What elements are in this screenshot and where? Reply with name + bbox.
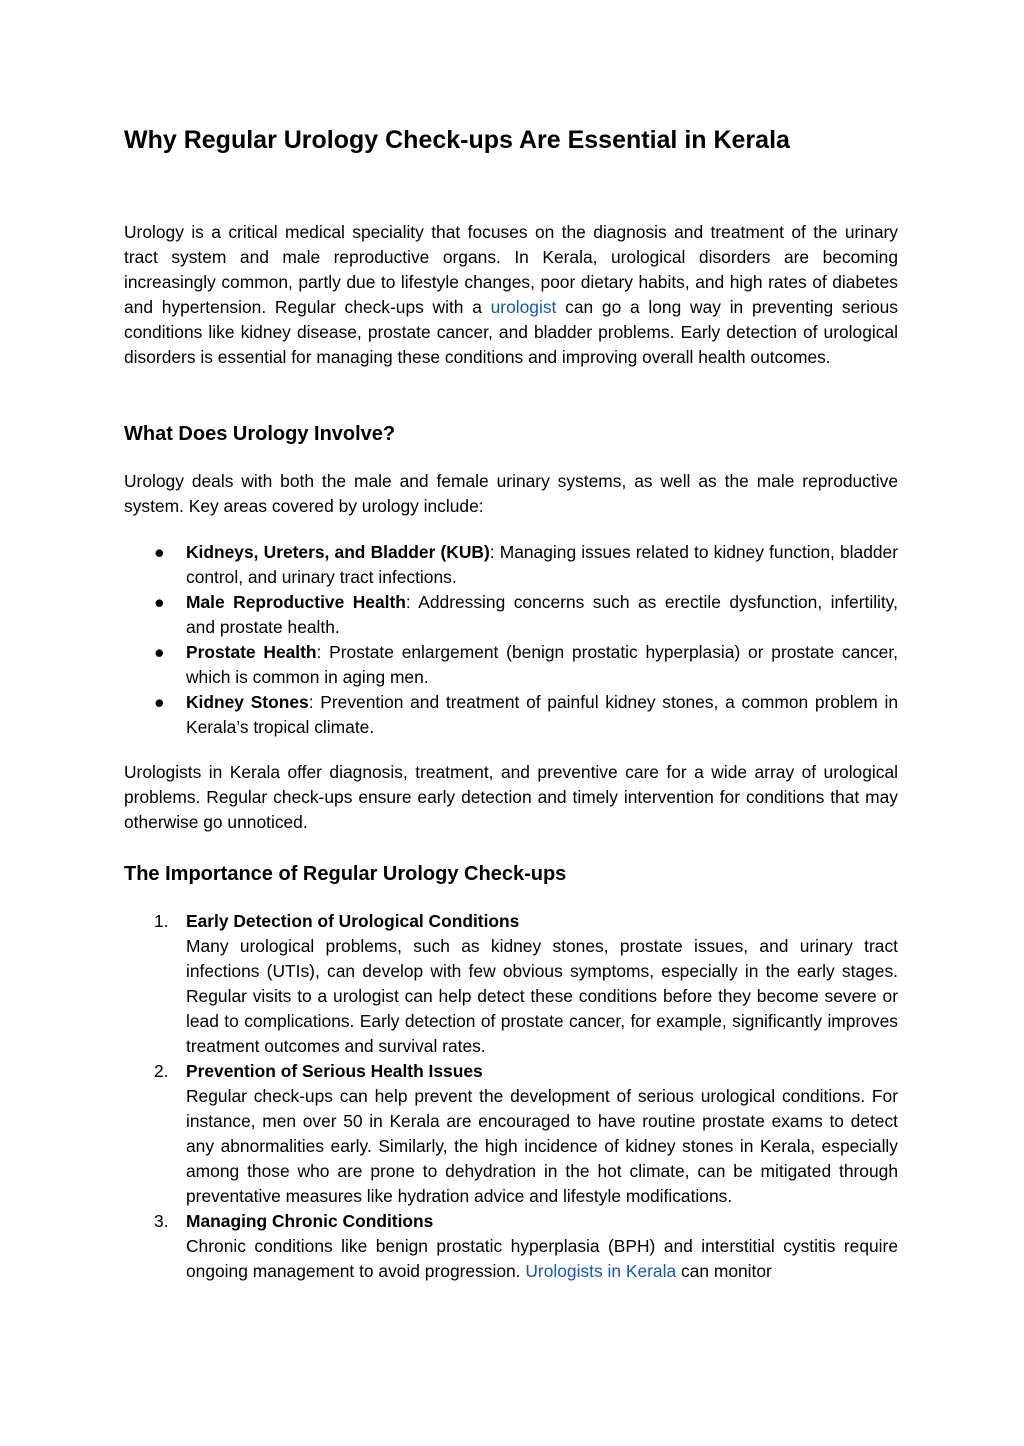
urology-areas-list bbox=[124, 540, 898, 740]
list-item-body-after-link: can monitor bbox=[676, 1261, 772, 1281]
numbered-list-item bbox=[124, 1059, 898, 1209]
numbered-list-item bbox=[124, 1209, 898, 1284]
list-item-desc: : Managing issues related to kidney function, bladder control, and urinary tract infections. bbox=[186, 542, 899, 587]
list-item-title: Managing Chronic Conditions bbox=[186, 1211, 434, 1231]
list-item-term: Prostate Health bbox=[186, 642, 317, 662]
intro-text-after-link: can go a long way in preventing serious conditions like kidney disease, prostate cancer, and bladder problems. Early detection of urological disorders is essential for managing these conditions and improving overall health outcomes. bbox=[124, 297, 898, 367]
list-item-term: Kidneys, Ureters, and Bladder (KUB) bbox=[186, 542, 490, 562]
list-item bbox=[124, 590, 898, 640]
list-item-term: Kidney Stones bbox=[186, 692, 309, 712]
list-item bbox=[124, 540, 898, 590]
intro-text-before-link: Urology is a critical medical speciality that focuses on the diagnosis and treatment of the urinary tract system and male reproductive organs. In Kerala, urological disorders are becoming increasingly common, partly due to lifestyle changes, poor dietary habits, and high rates of diabetes and hypertension. Regular check-ups with a bbox=[124, 222, 898, 317]
urologists-in-kerala-link[interactable]: Urologists in Kerala bbox=[525, 1261, 677, 1281]
bullet-icon: ● bbox=[154, 592, 165, 612]
section-heading-what-does-urology-involve: What Does Urology Involve? bbox=[124, 423, 396, 445]
list-item-title: Prevention of Serious Health Issues bbox=[186, 1061, 483, 1081]
list-item-desc: : Addressing concerns such as erectile dysfunction, infertility, and prostate health. bbox=[186, 592, 898, 637]
numbered-list-item bbox=[124, 909, 898, 1059]
list-item-desc: : Prevention and treatment of painful kidney stones, a common problem in Kerala’s tropical climate. bbox=[186, 692, 899, 737]
list-item-term: Male Reproductive Health bbox=[186, 592, 406, 612]
list-number: 3. bbox=[154, 1211, 169, 1231]
list-item bbox=[124, 690, 898, 740]
list-item-body: Many urological problems, such as kidney stones, prostate issues, and urinary tract infections (UTIs), can develop with few obvious symptoms, especially in the early stages. Regular visits to a urologist can help detect these conditions before they become severe or lead to complications. Early detection of prostate cancer, for example, significantly improves treatment outcomes and survival rates. bbox=[186, 936, 898, 1056]
section1-intro-paragraph: Urology deals with both the male and female urinary systems, as well as the male reproductive system. Key areas covered by urology include: bbox=[124, 471, 898, 516]
section1-outro-paragraph: Urologists in Kerala offer diagnosis, treatment, and preventive care for a wide array of urological problems. Regular check-ups ensure early detection and timely intervention for conditions that may otherwise go unnoticed. bbox=[124, 762, 898, 832]
importance-numbered-list bbox=[124, 909, 898, 1284]
intro-paragraph bbox=[124, 220, 898, 370]
bullet-icon: ● bbox=[154, 542, 165, 562]
list-number: 1. bbox=[154, 911, 169, 931]
page-title: Why Regular Urology Check-ups Are Essential in Kerala bbox=[124, 126, 790, 154]
urologist-link[interactable]: urologist bbox=[490, 297, 557, 317]
bullet-icon: ● bbox=[154, 692, 165, 712]
list-item-desc: : Prostate enlargement (benign prostatic hyperplasia) or prostate cancer, which is common in aging men. bbox=[186, 642, 898, 687]
bullet-icon: ● bbox=[154, 642, 165, 662]
list-item-body: Regular check-ups can help prevent the development of serious urological conditions. For instance, men over 50 in Kerala are encouraged to have routine prostate exams to detect any abnormalities early. Similarly, the high incidence of kidney stones in Kerala, especially among those who are prone to dehydration in the hot climate, can be mitigated through preventative measures like hydration advice and lifestyle modifications. bbox=[186, 1086, 898, 1206]
list-item-title: Early Detection of Urological Conditions bbox=[186, 911, 520, 931]
section-heading-importance-of-checkups: The Importance of Regular Urology Check-ups bbox=[124, 863, 567, 885]
list-number: 2. bbox=[154, 1061, 169, 1081]
list-item bbox=[124, 640, 898, 690]
list-item-body: Chronic conditions like benign prostatic hyperplasia (BPH) and interstitial cystitis require ongoing management to avoid progression. bbox=[186, 1236, 898, 1281]
